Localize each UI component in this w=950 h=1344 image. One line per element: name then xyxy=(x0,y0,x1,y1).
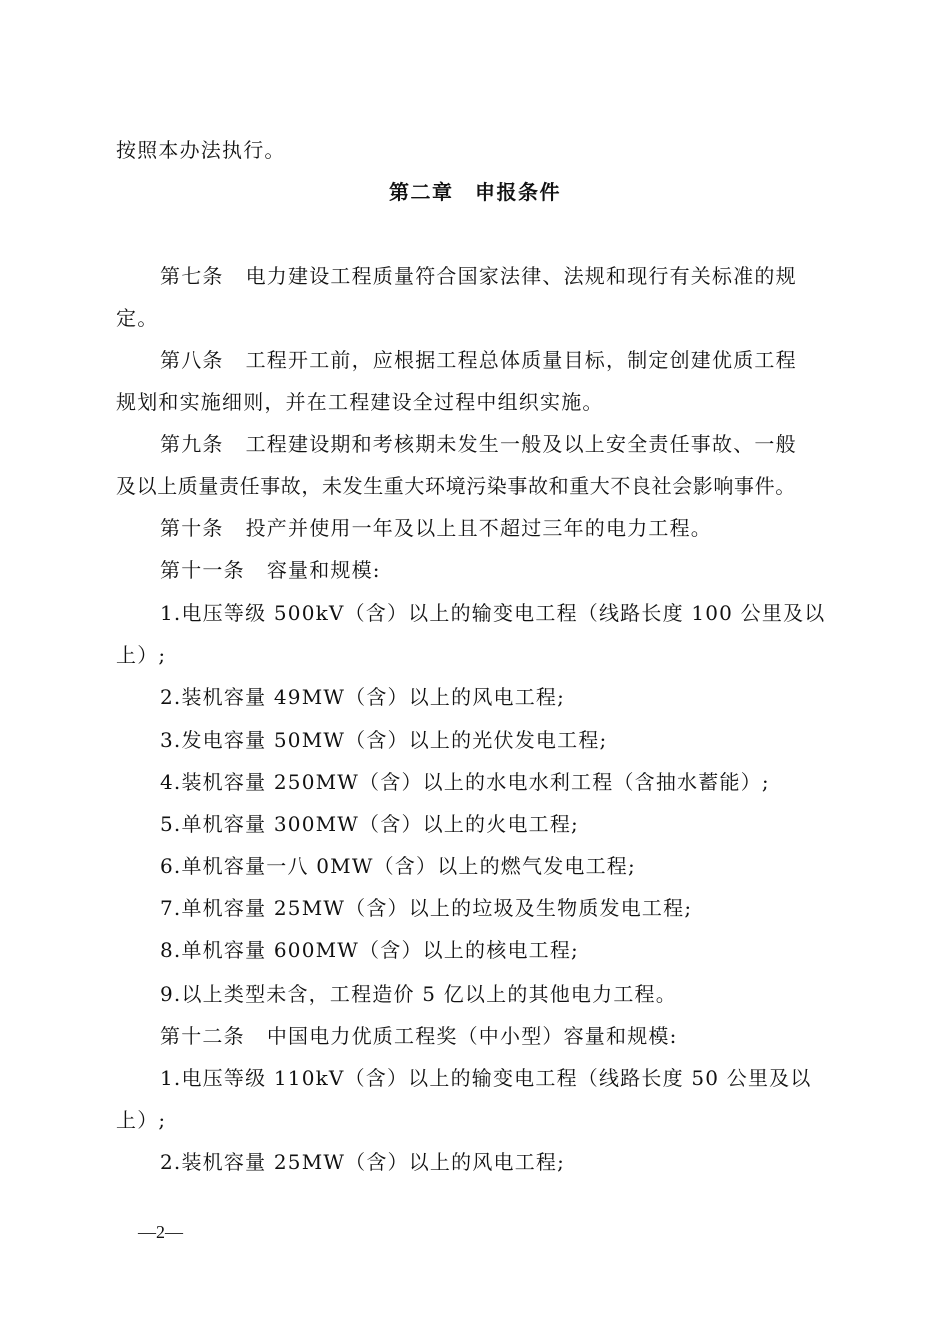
article-7-line-1 xyxy=(160,262,836,290)
article-8-line-2: 规划和实施细则，并在工程建设全过程中组织实施。 xyxy=(116,390,604,414)
article-12-line-1 xyxy=(160,1022,836,1050)
article-7-line-2: 定。 xyxy=(116,306,159,330)
list-12-item-1-line-2: 上）; xyxy=(116,1108,167,1132)
list-11-item-5: 5.单机容量 300MW（含）以上的火电工程; xyxy=(160,812,579,836)
list-11-item-2: 2.装机容量 49MW（含）以上的风电工程; xyxy=(160,685,566,709)
list-11-item-6: 6.单机容量一八 0MW（含）以上的燃气发电工程; xyxy=(160,854,636,878)
article-12-number: 第十二条 xyxy=(160,1024,245,1048)
article-8-line-1 xyxy=(160,346,836,374)
article-10-line-1 xyxy=(160,514,836,542)
list-11-item-8: 8.单机容量 600MW（含）以上的核电工程; xyxy=(160,938,579,962)
article-11-number: 第十一条 xyxy=(160,558,245,582)
list-12-item-2: 2.装机容量 25MW（含）以上的风电工程; xyxy=(160,1150,566,1174)
article-10-text: 投产并使用一年及以上且不超过三年的电力工程。 xyxy=(245,516,713,540)
list-11-item-9: 9.以上类型未含，工程造价 5 亿以上的其他电力工程。 xyxy=(160,982,677,1006)
list-11-item-1-line-1: 1.电压等级 500kV（含）以上的输变电工程（线路长度 100 公里及以 xyxy=(160,601,826,625)
article-9-number: 第九条 xyxy=(160,432,224,456)
chapter-title: 第二章 申报条件 xyxy=(389,180,561,204)
list-11-item-7: 7.单机容量 25MW（含）以上的垃圾及生物质发电工程; xyxy=(160,896,693,920)
article-9-text: 工程建设期和考核期未发生一般及以上安全责任事故、一般 xyxy=(245,432,797,456)
article-12-text: 中国电力优质工程奖（中小型）容量和规模: xyxy=(266,1024,678,1048)
list-11-item-1-line-2: 上）; xyxy=(116,643,167,667)
article-10-number: 第十条 xyxy=(160,516,224,540)
article-11-text: 容量和规模: xyxy=(266,558,381,582)
list-12-item-1-line-1: 1.电压等级 110kV（含）以上的输变电工程（线路长度 50 公里及以 xyxy=(160,1066,812,1090)
article-9-line-2: 及以上质量责任事故，未发生重大环境污染事故和重大不良社会影响事件。 xyxy=(116,474,796,498)
list-11-item-4: 4.装机容量 250MW（含）以上的水电水利工程（含抽水蓄能）; xyxy=(160,770,770,794)
page-number: —2— xyxy=(138,1222,183,1242)
article-8-number: 第八条 xyxy=(160,348,224,372)
article-11-line-1 xyxy=(160,556,836,584)
list-11-item-3: 3.发电容量 50MW（含）以上的光伏发电工程; xyxy=(160,728,608,752)
article-9-line-1 xyxy=(160,430,836,458)
article-8-text: 工程开工前，应根据工程总体质量目标，制定创建优质工程 xyxy=(245,348,797,372)
article-7-number: 第七条 xyxy=(160,264,224,288)
continued-text: 按照本办法执行。 xyxy=(116,138,286,162)
article-7-text: 电力建设工程质量符合国家法律、法规和现行有关标准的规 xyxy=(245,264,797,288)
